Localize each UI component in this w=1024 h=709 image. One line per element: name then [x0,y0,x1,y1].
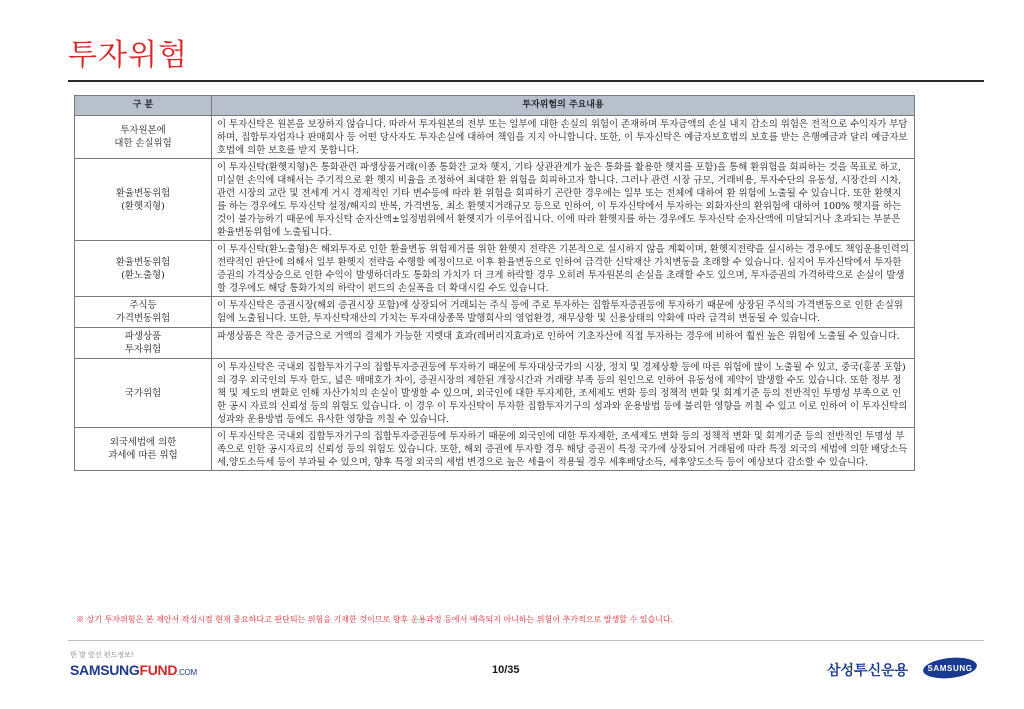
table-row [75,241,915,297]
risk-table [74,95,915,471]
header-category: 구 분 [75,96,212,116]
risk-category-label: 국가위험 [124,387,162,399]
risk-category-label: 투자원본에 대한 손실위험 [114,125,172,149]
table-row [75,328,915,359]
risk-description: 이 투자신탁은 국내외 집합투자기구의 집합투자증권등에 투자하기 때문에 외국인에 대한 투자제한, 조세제도 변화 등의 정책적 변화 및 회계기준 등의 전반적인 투명성 부족으로 인한 공시자료의 신뢰성 등의 위험도 있습니다. 또한, 해외 증권에 투자할 경우 해당 증권이 특정 국가에 상장되어 거래됨에 따라 특정 외국의 세법에 의한 배당소득세,양도소득세 등이 부과될 수 있으며, 향후 특정 외국의 세법 변경으로 높은 세율이 적용될 경우 세후배당소득, 세후양도소득 등이 예상보다 감소할 수 있습니다. [212,428,915,471]
page-number: 10/35 [492,664,520,676]
risk-category-label: 환율변동위험 (환노출형) [115,256,171,281]
logo-wordmark [70,662,197,678]
table-row [75,116,915,159]
risk-category [75,428,212,471]
title-divider [68,80,984,82]
risk-description: 이 투자신탁은 국내외 집합투자기구의 집합투자증권등에 투자하기 때문에 투자대상국가의 시장, 정치 및 경제상황 등에 따른 위험에 많이 노출될 수 있고, 중국(홍콩 포함)의 경우 외국인의 투자 한도, 넓은 매매호가 차이, 증권시장의 제한된 개장시간과 거래량 부족 등의 원인으로 인하여 유동성에 제약이 발생할 수도 있습니다. 또한 정부 정책 및 제도의 변화로 인해 자산가치의 손실이 발생할 수 있으며, 외국인에 대한 투자제한, 조세제도 변화 등의 정책적 변화 및 회계기준 등의 전반적인 투명성 부족으로 인한 공시 자료의 신뢰성 등의 위험도 있습니다. 이 경우 이 투자신탁이 투자한 집합투자기구의 성과와 운용방법 등에 불리한 영향을 끼칠 수 있고 이로 인하여 이 투자신탁의 성과와 운용방법 등에도 유사한 영향을 끼칠 수 있습니다. [212,359,915,428]
risk-description: 이 투자신탁은 원본을 보장하지 않습니다. 따라서 투자원본의 전부 또는 일부에 대한 손실의 위험이 존재하며 투자금액의 손실 내지 감소의 위험은 전적으로 수익자가 부담하며, 집합투자업자나 판매회사 등 어떤 당사자도 투자손실에 대하여 책임을 지지 아니합니다. 또한, 이 투자신탁은 예금자보호법의 보호를 받는 은행예금과 달리 예금자보호법에 의한 보호를 받지 못합니다. [212,116,915,159]
risk-category [75,297,212,328]
risk-description: 이 투자신탁(환헷지형)은 통화관련 파생상품거래(이종 통화간 교차 헷지, 기타 상관관계가 높은 통화를 활용한 헷지를 포함)을 통해 환위험을 회피하는 것을 목표로 하고, 미실현 손익에 대해서는 주기적으로 환 헷지 비율을 조정하여 최대한 환 위험을 회피하고자 합니다. 그러나 관련 시장 규모, 거래비용, 투자수단의 유동성, 시장간의 시차, 관련 시장의 교란 및 전세계 거시 경제적인 기타 변수등에 따라 환 위험을 회피하기 곤란한 경우에는 일부 또는 전체에 대하여 환 위험에 노출될 수 있습니다. 또한 환헷지를 하는 경우에도 투자신탁 설정/해지의 반복, 가격변동, 최소 환헷지거래규모 등으로 인하여, 이 투자신탁에서 투자하는 외화자산의 환위험에 대하여 100% 헷지를 하는 것이 불가능하기 때문에 투자신탁 순자산액±일정범위에서 환헷지가 이루어집니다. 이에 따라 환헷지를 하는 경우에도 투자신탁 순자산액에 미달되거나 초과되는 부분은 환율변동위험에 노출됩니다. [212,159,915,241]
table-row [75,297,915,328]
risk-category-label: 주식등 가격변동위험 [115,300,171,324]
logo-tagline: 한 발 앞선 펀드정보! [70,651,134,659]
table-row [75,359,915,428]
risk-description: 파생상품은 작은 증거금으로 거액의 결제가 가능한 지렛대 효과(레버리지효과)로 인하여 기초자산에 직접 투자하는 경우에 비하여 훨씬 높은 위험에 노출될 수 있습니다. [212,328,915,359]
risk-category-label: 파생상품 투자위험 [124,331,162,355]
footnote: ※ 상기 투자위험은 본 제안서 작성시점 현재 중요하다고 판단되는 위험을 기재한 것이므로 향후 운용과정 등에서 예측되지 아니하는 위험이 추가적으로 발생할 수 있습니다. [76,615,674,624]
footer-divider [68,640,984,641]
risk-description: 이 투자신탁(환노출형)은 해외투자로 인한 환율변동 위험제거를 위한 환헷지 전략은 기본적으로 실시하지 않을 계획이며, 환헷지전략을 실시하는 경우에도 책임운용인력의 전략적인 판단에 의해서 일부 환헷지 전략을 수행할 예정이므로 이후 환율변동으로 인하여 급격한 신탁재산 가치변동을 초래할 수 있습니다. 심지어 투자신탁에서 투자한 증권의 가격상승으로 인한 수익이 발생하더라도 통화의 가치가 더 크게 하락할 경우 오히려 투자원본의 손실을 초래할 수도 있으며, 투자증권의 가격하락으로 손실이 발생할 경우에도 해당 통화가치의 하락이 펀드의 손실폭을 더 확대시킬 수도 있습니다. [212,241,915,297]
logo-wordmark-fund: FUND [139,662,178,678]
header-description: 투자위험의 주요내용 [212,96,915,116]
risk-category [75,359,212,428]
risk-category-label: 환율변동위험 (환헷지형) [115,187,171,212]
samsungfund-logo[interactable] [70,650,197,678]
risk-category-label: 외국세법에 의한 과세에 따른 위험 [108,437,178,461]
brand-name-korean: 삼성투신운용 [827,663,909,679]
samsung-logo-text: SAMSUNG [927,664,973,673]
samsung-logo-icon [922,656,978,680]
logo-wordmark-com: .COM [177,668,197,677]
risk-category [75,159,212,241]
risk-description: 이 투자신탁은 증권시장(해외 증권시장 포함)에 상장되어 거래되는 주식 등에 주로 투자하는 집합투자증권등에 투자하기 때문에 상장된 주식의 가격변동으로 인한 손실위험에 노출됩니다. 또한, 투자신탁재산의 가치는 투자대상종목 발행회사의 영업환경, 재무상황 및 신용상태의 악화에 따라 급격히 변동될 수 있습니다. [212,297,915,328]
risk-category [75,116,212,159]
table-row [75,159,915,241]
table-header-row [75,96,915,116]
page-title: 투자위험 [68,38,188,73]
risk-category [75,328,212,359]
table-row [75,428,915,471]
logo-wordmark-samsung: SAMSUNG [70,662,140,678]
risk-category [75,241,212,297]
